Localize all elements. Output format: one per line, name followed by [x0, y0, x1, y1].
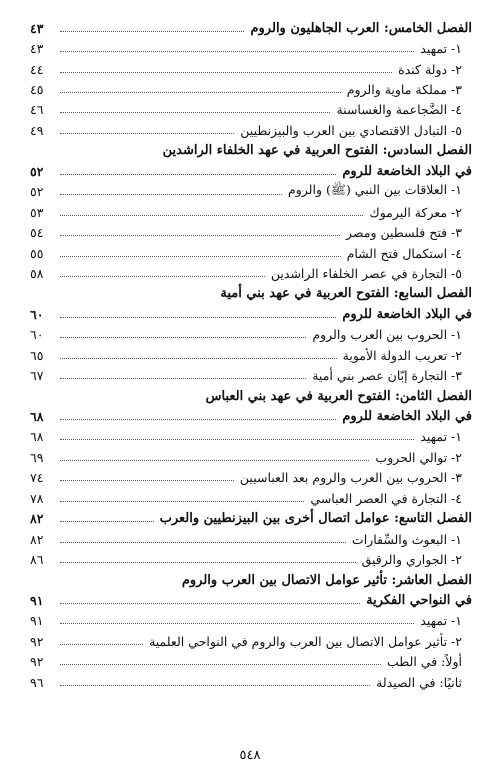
dot-leader — [60, 174, 336, 175]
toc-item — [30, 325, 472, 345]
toc-item — [30, 365, 472, 385]
toc-label: ٢- الجواري والرقيق — [361, 552, 462, 568]
toc-chapter — [30, 284, 472, 304]
toc-label: في البلاد الخاضعة للروم — [342, 163, 472, 179]
toc-item — [30, 38, 472, 58]
dot-leader — [60, 419, 336, 420]
dot-leader — [60, 317, 336, 318]
dot-leader — [60, 521, 154, 522]
toc-page-number: ٨٦ — [30, 552, 44, 568]
toc-page-number: ٤٤ — [30, 61, 44, 77]
toc-page-number: ٦٧ — [30, 368, 44, 384]
toc-chapter — [30, 386, 472, 406]
toc-label: الفصل السادس: الفتوح العربية في عهد الخلفاء الراشدين — [162, 143, 472, 159]
dot-leader — [60, 623, 414, 624]
toc-item — [30, 345, 472, 365]
toc-label: ٣- الحروب بين العرب والروم بعد العباسيين — [239, 470, 462, 486]
toc-label: ١- تمهيد — [420, 613, 462, 629]
toc-label: ٤- التجارة في العصر العباسي — [310, 490, 462, 506]
toc-page-number: ٥٢ — [30, 163, 44, 179]
toc-page-number: ٤٣ — [30, 20, 44, 36]
toc-label: ٤- الضَّجاعمة والغساسنة — [336, 102, 462, 118]
toc-label: ٢- دولة كندة — [398, 61, 462, 77]
toc-subheading — [30, 161, 472, 181]
toc-label: ثانيًا: في الصيدلة — [376, 674, 462, 690]
page-number: ٥٤٨ — [239, 748, 261, 763]
toc-page-number: ٥٣ — [30, 204, 44, 220]
toc-item — [30, 488, 472, 508]
dot-leader — [60, 92, 341, 93]
toc-page-number: ٦٨ — [30, 409, 44, 425]
toc-item — [30, 120, 472, 140]
toc-item — [30, 263, 472, 283]
toc-label: ٢- تأثير عوامل الاتصال بين العرب والروم في النواحي العلمية — [149, 633, 462, 649]
toc-label: ١- تمهيد — [420, 429, 462, 445]
dot-leader — [60, 256, 341, 257]
toc-label: أولاً: في الطب — [387, 654, 462, 670]
dot-leader — [60, 439, 414, 440]
dot-leader — [60, 480, 234, 481]
dot-leader — [60, 378, 306, 379]
toc-item — [30, 652, 472, 672]
toc-item — [30, 529, 472, 549]
toc-label: في البلاد الخاضعة للروم — [342, 306, 472, 322]
toc-item — [30, 672, 472, 692]
toc-page-number: ٥٥ — [30, 245, 44, 261]
toc-item — [30, 631, 472, 651]
dot-leader — [60, 51, 414, 52]
toc-page-number: ٥٨ — [30, 265, 44, 281]
toc-item — [30, 447, 472, 467]
toc-label: الفصل السابع: الفتوح العربية في عهد بني أمية — [220, 286, 472, 302]
toc-page-number: ٦٨ — [30, 429, 44, 445]
toc-label: في البلاد الخاضعة للروم — [342, 409, 472, 425]
dot-leader — [60, 603, 360, 604]
dot-leader — [60, 664, 381, 665]
toc-item — [30, 79, 472, 99]
toc-label: ٢- تعريب الدولة الأموية — [342, 347, 462, 363]
table-of-contents — [30, 18, 472, 692]
toc-page-number: ٦٩ — [30, 449, 44, 465]
toc-page-number: ٩١ — [30, 592, 44, 608]
toc-item — [30, 59, 472, 79]
dot-leader — [60, 358, 337, 359]
toc-item — [30, 427, 472, 447]
toc-page-number: ٦٥ — [30, 347, 44, 363]
toc-page-number: ٦٠ — [30, 306, 44, 322]
toc-item — [30, 182, 472, 202]
dot-leader — [60, 31, 244, 32]
dot-leader — [60, 685, 370, 686]
dot-leader — [60, 460, 369, 461]
toc-page-number: ٨٢ — [30, 531, 44, 547]
toc-item — [30, 611, 472, 631]
toc-subheading — [30, 590, 472, 610]
dot-leader — [60, 644, 143, 645]
toc-label: ١- البعوث والسِّفارات — [351, 531, 462, 547]
toc-label: ٣- فتح فلسطين ومصر — [346, 225, 462, 241]
toc-label: في النواحي الفكرية — [366, 592, 472, 608]
dot-leader — [60, 235, 340, 236]
toc-label: ١- العلاقات بين النبي (ﷺ) والروم — [288, 182, 462, 198]
dot-leader — [60, 194, 282, 195]
toc-label: ٢- معركة اليرموك — [369, 204, 462, 220]
toc-chapter — [30, 509, 472, 529]
toc-item — [30, 100, 472, 120]
toc-item — [30, 202, 472, 222]
toc-item — [30, 549, 472, 569]
toc-page-number: ٨٢ — [30, 511, 44, 527]
toc-page-number: ٥٤ — [30, 225, 44, 241]
dot-leader — [60, 276, 265, 277]
toc-label: ١- الحروب بين العرب والروم — [312, 327, 462, 343]
dot-leader — [60, 542, 346, 543]
toc-label: ٥- التبادل الاقتصادي بين العرب والبيزنطيين — [240, 122, 462, 138]
toc-page-number: ٤٣ — [30, 41, 44, 57]
toc-page-number: ٤٦ — [30, 102, 44, 118]
toc-chapter — [30, 18, 472, 38]
toc-chapter — [30, 141, 472, 161]
dot-leader — [60, 337, 306, 338]
toc-subheading — [30, 304, 472, 324]
toc-label: ٤- استكمال فتح الشام — [346, 245, 462, 261]
dot-leader — [60, 133, 234, 134]
toc-page-number: ٧٨ — [30, 490, 44, 506]
toc-page-number: ٩٢ — [30, 654, 44, 670]
toc-label: ٢- توالي الحروب — [375, 449, 462, 465]
toc-label: الفصل العاشر: تأثير عوامل الاتصال بين العرب والروم — [181, 572, 472, 588]
toc-item — [30, 243, 472, 263]
toc-page-number: ٤٩ — [30, 122, 44, 138]
toc-label: الفصل الخامس: العرب الجاهليون والروم — [250, 20, 472, 36]
toc-page-number: ٩٢ — [30, 633, 44, 649]
dot-leader — [60, 501, 304, 502]
toc-page-number: ٧٤ — [30, 470, 44, 486]
toc-label: ٣- التجارة إبّان عصر بني أمية — [312, 368, 462, 384]
toc-label: ٥- التجارة في عصر الخلفاء الراشدين — [270, 265, 462, 281]
toc-chapter — [30, 570, 472, 590]
toc-label: الفصل التاسع: عوامل اتصال أخرى بين البيزنطيين والعرب — [159, 511, 472, 527]
dot-leader — [60, 215, 363, 216]
toc-subheading — [30, 406, 472, 426]
toc-page-number: ٩٦ — [30, 674, 44, 690]
toc-page-number: ٦٠ — [30, 327, 44, 343]
toc-item — [30, 468, 472, 488]
toc-page-number: ٩١ — [30, 613, 44, 629]
dot-leader — [60, 112, 330, 113]
toc-page-number: ٥٢ — [30, 184, 44, 200]
toc-item — [30, 222, 472, 242]
toc-page-number: ٤٥ — [30, 82, 44, 98]
toc-label: ١- تمهيد — [420, 41, 462, 57]
dot-leader — [60, 562, 356, 563]
dot-leader — [60, 72, 392, 73]
toc-label: ٣- مملكة ماوية والروم — [346, 82, 462, 98]
toc-label: الفصل الثامن: الفتوح العربية في عهد بني العباس — [205, 388, 472, 404]
